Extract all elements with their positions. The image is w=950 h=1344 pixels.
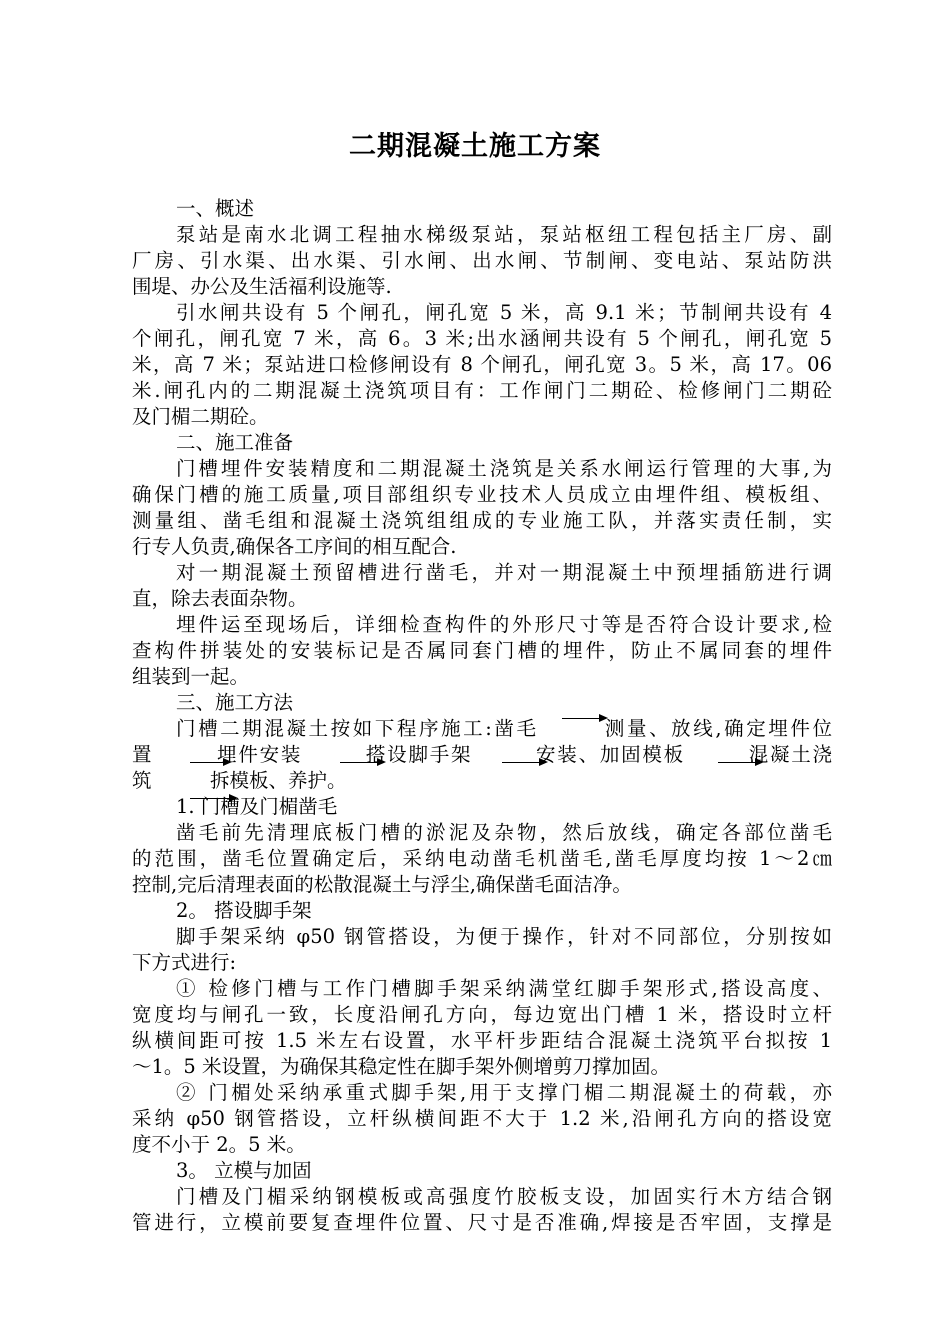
paragraph-line: 米，高 7 米；泵站进口检修闸设有 8 个闸孔，闸孔宽 3。5 米，高 17。06 (132, 353, 832, 376)
paragraph-line: 查构件拼装处的安装标记是否属同套门槽的埋件，防止不属同套的埋件 (132, 639, 832, 662)
flow-arrow (502, 762, 546, 763)
paragraph-line: 管进行，立模前要复查埋件位置、尺寸是否准确,焊接是否牢固，支撑是 (132, 1211, 832, 1234)
flow-arrow (340, 762, 384, 763)
section-heading: 一、概述 (176, 197, 255, 220)
paragraph-line: 控制,完后清理表面的松散混凝土与浮尘,确保凿毛面洁净。 (132, 873, 632, 896)
paragraph-line: 米.闸孔内的二期混凝土浇筑项目有：工作闸门二期砼、检修闸门二期砼 (132, 379, 832, 402)
subsection-heading: 3。 立模与加固 (176, 1159, 312, 1182)
paragraph-line: 纵横间距可按 1.5 米左右设置，水平杆步距结合混凝土浇筑平台拟按 1 (132, 1029, 832, 1052)
paragraph-line: 筑 拆模板、养护。 (132, 769, 347, 792)
paragraph-line: 测量组、凿毛组和混凝土浇筑组组成的专业施工队，并落实责任制，实 (132, 509, 832, 532)
paragraph-line: ～1。5 米设置，为确保其稳定性在脚手架外侧增剪刀撑加固。 (132, 1055, 671, 1078)
paragraph-line: 泵站是南水北调工程抽水梯级泵站，泵站枢纽工程包括主厂房、副 (176, 223, 832, 246)
paragraph-line: 埋件运至现场后，详细检查构件的外形尺寸等是否符合设计要求,检 (176, 613, 832, 636)
paragraph-line: 对一期混凝土预留槽进行凿毛，并对一期混凝土中预埋插筋进行调 (176, 561, 832, 584)
subsection-heading: 2。 搭设脚手架 (176, 899, 312, 922)
paragraph-line: 度不小于 2。5 米。 (132, 1133, 306, 1156)
paragraph-line: 组装到一起。 (132, 665, 250, 688)
subsection-heading: 1. 门槽及门楣凿毛 (176, 795, 338, 818)
paragraph-line: 个闸孔，闸孔宽 7 米，高 6。3 米;出水涵闸共设有 5 个闸孔，闸孔宽 5 (132, 327, 832, 350)
paragraph-line: 脚手架采纳 φ50 钢管搭设，为便于操作，针对不同部位，分别按如 (176, 925, 832, 948)
paragraph-line: 宽度均与闸孔一致，长度沿闸孔方向，每边宽出门槽 1 米，搭设时立杆 (132, 1003, 832, 1026)
paragraph-line: 直，除去表面杂物。 (132, 587, 308, 610)
paragraph-line: 门槽及门楣采纳钢模板或高强度竹胶板支设，加固实行木方结合钢 (176, 1185, 832, 1208)
flow-arrow (718, 762, 762, 763)
paragraph-line: 下方式进行: (132, 951, 237, 974)
section-heading: 三、施工方法 (176, 691, 294, 714)
paragraph-line: 采纳 φ50 钢管搭设，立杆纵横间距不大于 1.2 米,沿闸孔方向的搭设宽 (132, 1107, 832, 1130)
paragraph-line: 的范围，凿毛位置确定后，采纳电动凿毛机凿毛,凿毛厚度均按 1～2㎝ (132, 847, 832, 870)
paragraph-line: 置 埋件安装 搭设脚手架 安装、加固模板 混凝土浇 (132, 743, 832, 766)
section-heading: 二、施工准备 (176, 431, 294, 454)
paragraph-line: 厂房、引水渠、出水渠、引水闸、出水闸、节制闸、变电站、泵站防洪 (132, 249, 832, 272)
paragraph-line: 门槽埋件安装精度和二期混凝土浇筑是关系水闸运行管理的大事,为 (176, 457, 832, 480)
paragraph-line: 及门楣二期砼。 (132, 405, 269, 428)
flow-arrow (190, 762, 230, 763)
document-title: 二期混凝土施工方案 (349, 131, 601, 162)
paragraph-line: 行专人负责,确保各工序间的相互配合. (132, 535, 457, 558)
paragraph-line: ① 检修门槽与工作门槽脚手架采纳满堂红脚手架形式,搭设高度、 (176, 977, 832, 1000)
paragraph-line: 引水闸共设有 5 个闸孔，闸孔宽 5 米，高 9.1 米；节制闸共设有 4 (176, 301, 832, 324)
paragraph-line: ② 门楣处采纳承重式脚手架,用于支撑门楣二期混凝土的荷载，亦 (176, 1081, 832, 1104)
paragraph-line: 确保门槽的施工质量,项目部组织专业技术人员成立由埋件组、模板组、 (132, 483, 832, 506)
paragraph-line: 凿毛前先清理底板门槽的淤泥及杂物，然后放线，确定各部位凿毛 (176, 821, 832, 844)
paragraph-line: 门槽二期混凝土按如下程序施工:凿毛 测量、放线,确定埋件位 (176, 717, 832, 740)
flow-arrow (562, 718, 606, 719)
paragraph-line: 围堤、办公及生活福利设施等. (132, 275, 392, 298)
